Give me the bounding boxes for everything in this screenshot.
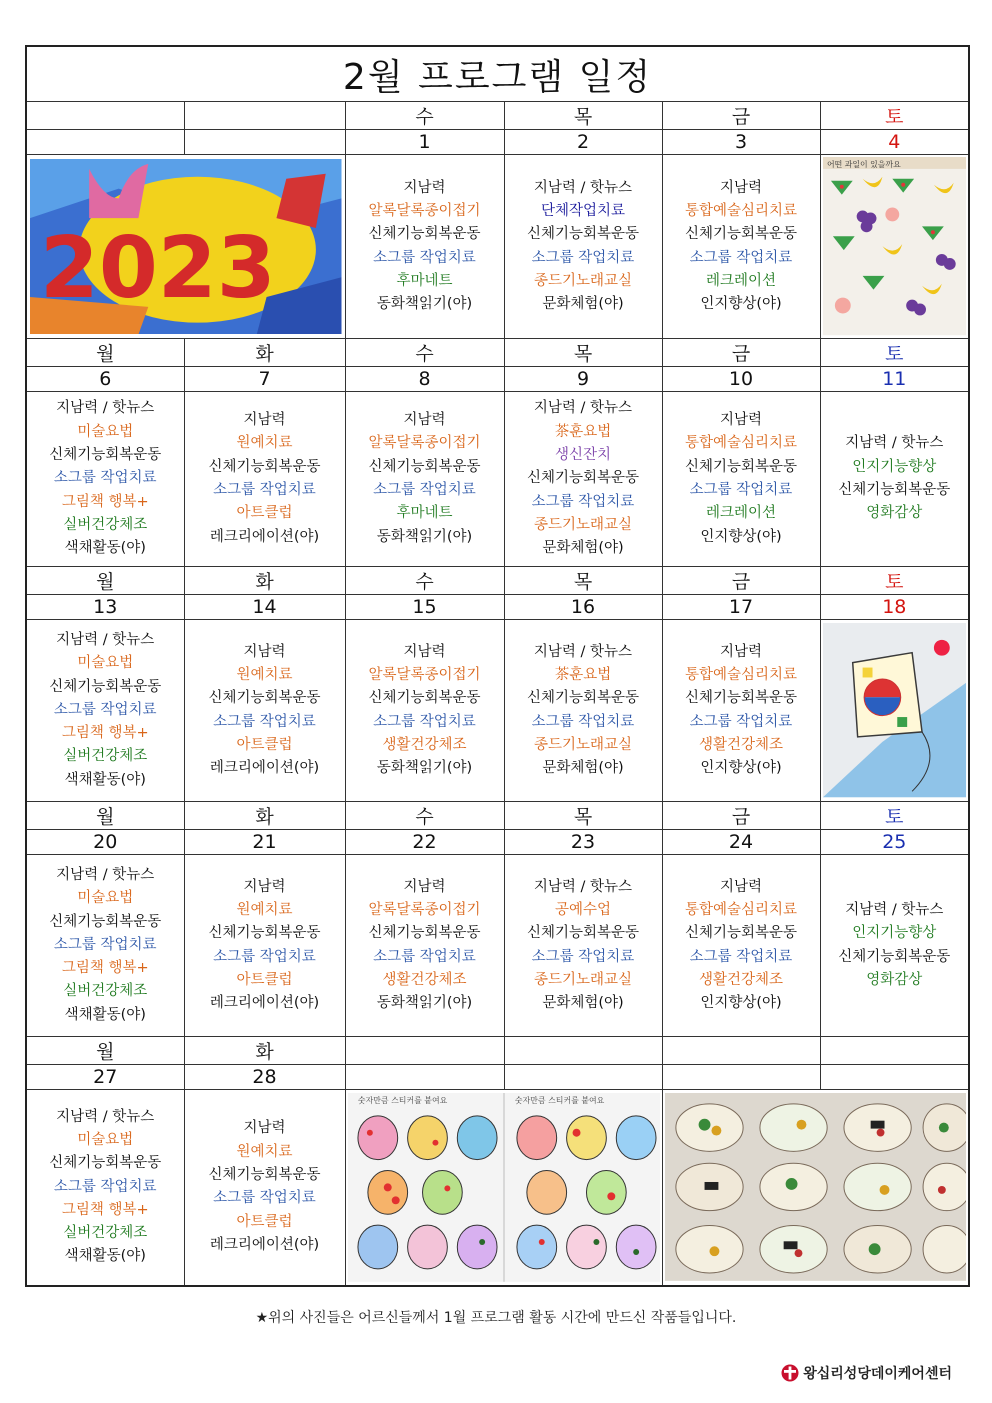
activity-item: 소그룹 작업치료 [213, 948, 316, 965]
date-cell: 9 [504, 367, 662, 392]
activity-item: 문화체험(야) [542, 296, 624, 313]
activity-item: 지남력 [719, 643, 763, 660]
activity-item: 문화체험(야) [542, 540, 624, 557]
activity-item: 통합예술심리치료 [684, 901, 798, 918]
date-cell-saturday: 4 [820, 130, 969, 155]
activity-item: 지남력 / 핫뉴스 [56, 631, 155, 648]
activity-item: 레크리에이션(야) [209, 1236, 320, 1253]
activity-item: 레크리에이션(야) [209, 760, 320, 777]
activity-item: 미술요법 [77, 890, 134, 907]
activity-item: 영화감상 [866, 505, 923, 522]
activity-item: 문화체험(야) [542, 760, 624, 777]
activity-item: 신체기능회복운동 [526, 925, 640, 942]
activity-item: 茶훈요법 [554, 423, 612, 440]
activity-item: 레크리에이션(야) [209, 995, 320, 1012]
weekday-fri: 금 [662, 802, 820, 830]
weekday-mon: 월 [26, 802, 184, 830]
activity-item: 그림책 행복+ [61, 725, 149, 742]
weekday-sat: 토 [820, 339, 969, 367]
activity-item: 미술요법 [77, 1132, 134, 1148]
date-cell: 23 [504, 830, 662, 855]
activity-item: 종드기노래교실 [533, 971, 633, 988]
activity-item: 지남력 / 핫뉴스 [845, 901, 944, 918]
activity-cell-mon [26, 855, 184, 1037]
activity-item: 미술요법 [77, 655, 134, 672]
activity-cell-thu [504, 620, 662, 802]
activity-item: 실버건강체조 [63, 1225, 148, 1242]
activity-item: 신체기능회복운동 [368, 925, 481, 942]
activity-item: 신체기능회복운동 [208, 458, 321, 475]
activity-item: 소그룹 작업치료 [689, 948, 793, 965]
activity-item: 생활건강체조 [698, 971, 784, 988]
activity-item: 아트클럽 [236, 505, 293, 522]
activity-item: 소그룹 작업치료 [531, 493, 635, 510]
activity-item: 레크리에이션(야) [209, 528, 320, 545]
weekday-wed: 수 [345, 102, 504, 130]
activity-item: 단체작업치료 [540, 202, 626, 219]
activity-item: 그림책 행복+ [61, 1201, 149, 1218]
activity-item: 지남력 [243, 1120, 286, 1137]
activity-item: 지남력 [243, 643, 286, 660]
date-cell: 3 [662, 130, 820, 155]
activity-item: 생신잔치 [554, 447, 612, 464]
weekday-tue: 화 [184, 567, 345, 595]
activity-item: 지남력 [403, 878, 446, 895]
activity-item: 그림책 행복+ [61, 960, 149, 977]
empty-cell [504, 1065, 662, 1090]
activity-cell-thu [504, 155, 662, 339]
weekday-mon: 월 [26, 567, 184, 595]
empty-cell [26, 102, 184, 130]
activity-item: 소그룹 작업치료 [373, 713, 476, 730]
activity-item: 인지기능향상 [852, 458, 937, 475]
activity-item: 茶훈요법 [554, 666, 612, 683]
weekday-mon: 월 [26, 1037, 184, 1065]
weekday-sat: 토 [820, 102, 969, 130]
activity-item: 원예치료 [236, 666, 293, 683]
date-cell: 7 [184, 367, 345, 392]
activity-item: 레크레이션 [705, 272, 777, 289]
activity-cell-tue [184, 1090, 345, 1286]
activity-item: 지남력 / 핫뉴스 [56, 1108, 155, 1125]
activity-item: 생활건강체조 [382, 736, 467, 753]
activity-item: 원예치료 [236, 901, 293, 918]
activity-item: 알록달록종이접기 [368, 666, 481, 683]
ladybug-sticker-worksheet-icon [348, 1093, 660, 1282]
activity-cell-sat [820, 855, 969, 1037]
activity-item: 생활건강체조 [698, 736, 784, 753]
activity-item: 소그룹 작업치료 [689, 713, 793, 730]
activity-item: 소그룹 작업치료 [531, 948, 635, 965]
activity-item: 색채활동(야) [64, 771, 146, 788]
footnote: ★위의 사진들은 어르신들께서 1월 프로그램 활동 시간에 만드신 작품들입니다. [255, 1310, 737, 1326]
activity-item: 소그룹 작업치료 [373, 249, 476, 266]
activity-item: 영화감상 [866, 971, 923, 988]
date-cell-saturday: 25 [820, 830, 969, 855]
activity-item: 소그룹 작업치료 [531, 713, 635, 730]
activity-item: 실버건강체조 [63, 748, 148, 765]
activity-cell-mon [26, 392, 184, 567]
date-cell: 10 [662, 367, 820, 392]
activity-cell-wed [345, 392, 504, 567]
activity-cell-fri [662, 155, 820, 339]
activity-item: 알록달록종이접기 [368, 202, 481, 219]
empty-cell [820, 1037, 969, 1065]
date-cell-saturday: 11 [820, 367, 969, 392]
activity-cell-thu [504, 855, 662, 1037]
activity-item: 신체기능회복운동 [838, 482, 951, 498]
activity-item: 지남력 [719, 412, 763, 429]
activity-item: 소그룹 작업치료 [53, 1178, 157, 1195]
activity-item: 소그룹 작업치료 [213, 482, 316, 498]
activity-item: 소그룹 작업치료 [373, 948, 476, 965]
activity-item: 동화책읽기(야) [376, 995, 473, 1012]
activity-item: 신체기능회복운동 [526, 226, 640, 243]
activity-item: 알록달록종이접기 [368, 435, 481, 452]
activity-item: 신체기능회복운동 [684, 690, 798, 707]
activity-cell-wed [345, 620, 504, 802]
empty-cell [345, 1037, 504, 1065]
activity-item: 지남력 / 핫뉴스 [56, 400, 155, 417]
activity-item: 원예치료 [236, 435, 293, 452]
weekday-wed: 수 [345, 567, 504, 595]
date-cell: 20 [26, 830, 184, 855]
activity-item: 신체기능회복운동 [49, 447, 162, 464]
activity-item: 레크레이션 [705, 505, 777, 522]
date-cell: 1 [345, 130, 504, 155]
activity-item: 문화체험(야) [542, 995, 624, 1012]
activity-item: 종드기노래교실 [533, 736, 633, 753]
date-cell: 8 [345, 367, 504, 392]
activity-item: 아트클럽 [236, 971, 293, 988]
date-cell: 21 [184, 830, 345, 855]
activity-item: 종드기노래교실 [533, 516, 633, 533]
activity-item: 신체기능회복운동 [684, 458, 798, 475]
date-cell: 16 [504, 595, 662, 620]
activity-item: 인지향상(야) [700, 296, 782, 313]
date-cell: 27 [26, 1065, 184, 1090]
activity-item: 소그룹 작업치료 [213, 713, 316, 730]
weekday-sat: 토 [820, 802, 969, 830]
worksheet-heading-left: 숫자만큼 스티커를 붙여요 [357, 1095, 447, 1105]
fruit-sticker-worksheet-icon [823, 157, 967, 335]
activity-item: 지남력 / 핫뉴스 [845, 435, 944, 452]
activity-item: 통합예술심리치료 [684, 435, 798, 452]
worksheet-heading: 어떤 과일이 있을까요 [826, 160, 901, 170]
activity-item: 실버건강체조 [63, 983, 148, 1000]
activity-cell-fri [662, 620, 820, 802]
date-cell: 6 [26, 367, 184, 392]
weekday-wed: 수 [345, 339, 504, 367]
activity-item: 지남력 [719, 179, 763, 196]
empty-cell [345, 1065, 504, 1090]
activity-item: 신체기능회복운동 [368, 458, 481, 475]
kite-drawing-icon [823, 623, 967, 797]
activity-item: 인지향상(야) [700, 760, 782, 777]
ladybug-sticker-photo [345, 1090, 662, 1286]
weekday-fri: 금 [662, 339, 820, 367]
activity-item: 지남력 [403, 412, 446, 429]
empty-cell [662, 1065, 820, 1090]
empty-cell [662, 1037, 820, 1065]
activity-item: 미술요법 [77, 423, 134, 440]
activity-item: 신체기능회복운동 [684, 226, 798, 243]
activity-item: 지남력 / 핫뉴스 [56, 866, 155, 883]
activity-item: 통합예술심리치료 [684, 666, 798, 683]
activity-item: 소그룹 작업치료 [53, 470, 157, 487]
activity-item: 소그룹 작업치료 [53, 936, 157, 953]
activity-item: 인지기능향상 [852, 925, 937, 942]
activity-cell-tue [184, 620, 345, 802]
date-cell: 22 [345, 830, 504, 855]
activity-item: 소그룹 작업치료 [373, 482, 476, 498]
activity-item: 신체기능회복운동 [838, 948, 951, 965]
weekday-fri: 금 [662, 567, 820, 595]
activity-item: 지남력 [243, 878, 286, 895]
activity-item: 색채활동(야) [64, 1006, 146, 1023]
activity-item: 신체기능회복운동 [208, 1166, 321, 1183]
empty-cell [184, 130, 345, 155]
weekday-tue: 화 [184, 1037, 345, 1065]
activity-item: 지남력 [403, 643, 446, 660]
fruit-worksheet-photo [820, 155, 969, 339]
activity-item: 색채활동(야) [64, 1248, 146, 1265]
activity-item: 신체기능회복운동 [49, 913, 162, 930]
activity-item: 신체기능회복운동 [208, 925, 321, 942]
weekday-thu: 목 [504, 802, 662, 830]
activity-item: 그림책 행복+ [61, 493, 149, 510]
activity-item: 신체기능회복운동 [208, 690, 321, 707]
activity-item: 동화책읽기(야) [376, 528, 473, 545]
date-cell: 17 [662, 595, 820, 620]
center-name: 왕십리성당데이케어센터 [803, 1366, 952, 1382]
activity-cell-wed [345, 855, 504, 1037]
activity-item: 동화책읽기(야) [376, 296, 473, 313]
schedule-table [25, 45, 970, 1287]
activity-item: 후마네트 [396, 505, 453, 522]
date-cell: 24 [662, 830, 820, 855]
activity-cell-tue [184, 392, 345, 567]
activity-item: 통합예술심리치료 [684, 202, 798, 219]
activity-cell-wed [345, 155, 504, 339]
activity-item: 아트클럽 [236, 1213, 293, 1230]
empty-cell [504, 1037, 662, 1065]
activity-item: 신체기능회복운동 [49, 678, 162, 695]
kite-drawing-photo [820, 620, 969, 802]
date-cell: 15 [345, 595, 504, 620]
activity-item: 소그룹 작업치료 [213, 1190, 316, 1207]
empty-cell [820, 1065, 969, 1090]
worksheet-heading-right: 숫자만큼 스티커를 붙여요 [514, 1095, 604, 1105]
activity-cell-sat [820, 392, 969, 567]
weekday-thu: 목 [504, 567, 662, 595]
activity-item: 원예치료 [236, 1143, 293, 1160]
date-cell: 2 [504, 130, 662, 155]
activity-item: 소그룹 작업치료 [689, 249, 793, 266]
activity-cell-mon [26, 620, 184, 802]
weekday-mon: 월 [26, 339, 184, 367]
activity-item: 신체기능회복운동 [526, 690, 640, 707]
activity-item: 알록달록종이접기 [368, 901, 481, 918]
activity-item: 지남력 / 핫뉴스 [533, 643, 633, 660]
activity-cell-fri [662, 855, 820, 1037]
activity-item: 신체기능회복운동 [526, 470, 640, 487]
empty-cell [26, 130, 184, 155]
weekday-thu: 목 [504, 339, 662, 367]
food-plate-photo [662, 1090, 969, 1286]
activity-item: 지남력 [403, 179, 446, 196]
date-cell-saturday: 18 [820, 595, 969, 620]
activity-item: 종드기노래교실 [533, 272, 633, 289]
activity-cell-fri [662, 392, 820, 567]
activity-cell-thu [504, 392, 662, 567]
activity-item: 색채활동(야) [64, 540, 146, 557]
food-plate-drawings-icon [665, 1093, 967, 1281]
activity-item: 지남력 / 핫뉴스 [533, 400, 633, 417]
activity-item: 지남력 / 핫뉴스 [533, 878, 633, 895]
activity-item: 아트클럽 [236, 736, 293, 753]
activity-item: 신체기능회복운동 [368, 690, 481, 707]
catholic-cross-icon [781, 1364, 799, 1382]
artwork-2023-label: 2023 [39, 217, 276, 317]
activity-item: 공예수업 [554, 901, 612, 918]
activity-item: 소그룹 작업치료 [53, 701, 157, 718]
activity-item: 신체기능회복운동 [684, 925, 798, 942]
date-cell: 14 [184, 595, 345, 620]
center-logo [781, 1363, 952, 1383]
weekday-sat: 토 [820, 567, 969, 595]
activity-cell-tue [184, 855, 345, 1037]
weekday-tue: 화 [184, 802, 345, 830]
activity-item: 실버건강체조 [63, 516, 148, 533]
artwork-2023-photo [26, 155, 345, 339]
weekday-fri: 금 [662, 102, 820, 130]
empty-cell [184, 102, 345, 130]
activity-item: 신체기능회복운동 [49, 1155, 162, 1172]
activity-item: 신체기능회복운동 [368, 226, 481, 243]
activity-item: 후마네트 [396, 272, 453, 289]
rabbit-2023-drawing-icon [30, 159, 342, 334]
activity-item: 지남력 [243, 412, 286, 429]
activity-item: 지남력 [719, 878, 763, 895]
activity-item: 소그룹 작업치료 [689, 482, 793, 498]
weekday-thu: 목 [504, 102, 662, 130]
page-title: 2월 프로그램 일정 [26, 46, 969, 102]
activity-cell-mon [26, 1090, 184, 1286]
weekday-tue: 화 [184, 339, 345, 367]
date-cell: 28 [184, 1065, 345, 1090]
weekday-wed: 수 [345, 802, 504, 830]
activity-item: 동화책읽기(야) [376, 760, 473, 777]
activity-item: 인지향상(야) [700, 528, 782, 545]
activity-item: 소그룹 작업치료 [531, 249, 635, 266]
activity-item: 인지향상(야) [700, 995, 782, 1012]
activity-item: 생활건강체조 [382, 971, 467, 988]
date-cell: 13 [26, 595, 184, 620]
activity-item: 지남력 / 핫뉴스 [533, 179, 633, 196]
